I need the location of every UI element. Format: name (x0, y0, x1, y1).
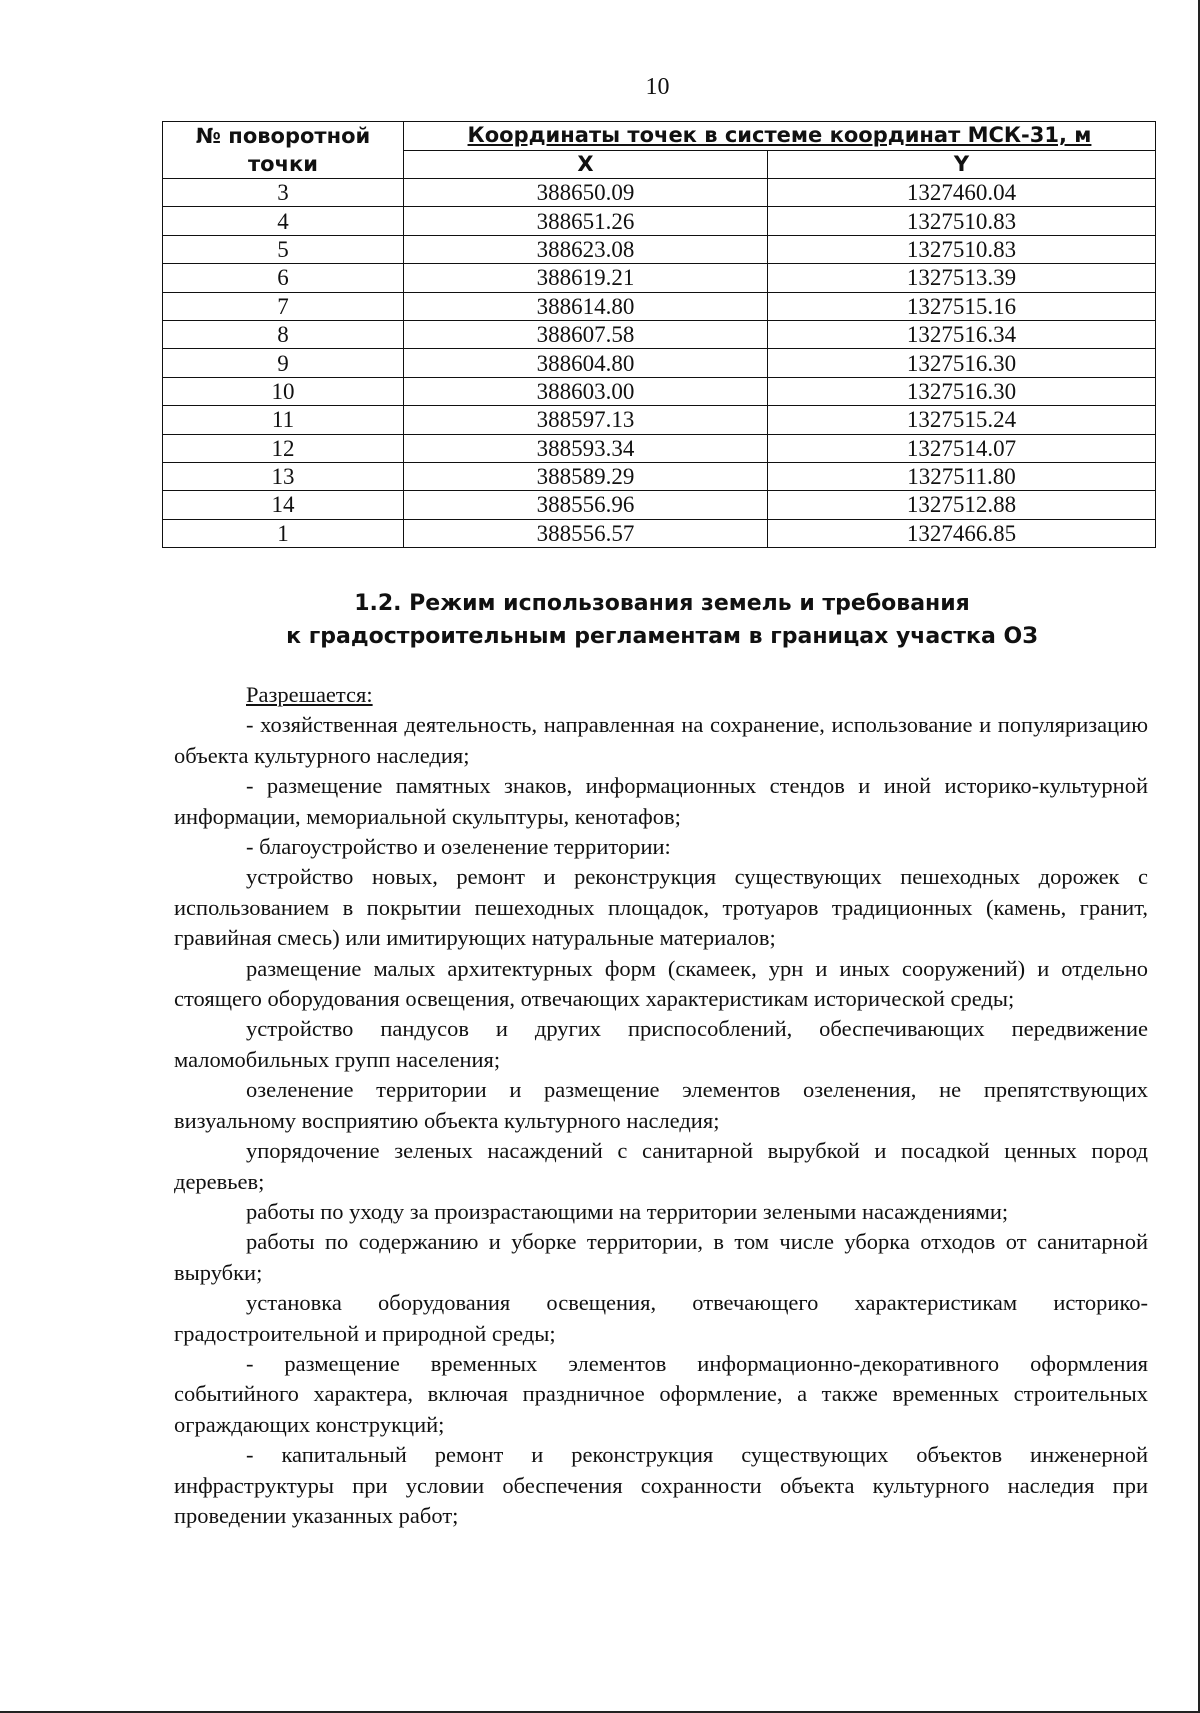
allowed-label: Разрешается: (246, 682, 373, 707)
table-cell-point: 10 (163, 377, 404, 405)
body-text (174, 680, 1148, 1531)
table-cell-x: 388651.26 (404, 207, 768, 235)
paragraph: - размещение памятных знаков, информационных стендов и иной историко-культурной информации, мемориальной скульптуры, кенотафов; (174, 773, 1148, 829)
table-cell-y: 1327510.83 (768, 235, 1156, 263)
table-cell-x: 388593.34 (404, 434, 768, 462)
table-cell-y: 1327512.88 (768, 491, 1156, 519)
paragraph: размещение малых архитектурных форм (скамеек, урн и иных сооружений) и отдельно стоящего оборудования освещения, отвечающих характеристикам исторической среды; (174, 955, 1148, 1012)
table-cell-y: 1327513.39 (768, 264, 1156, 292)
paragraph: работы по уходу за произрастающими на территории зелеными насаждениями; (246, 1198, 1009, 1224)
table-cell-point: 14 (163, 491, 404, 519)
table-cell-y: 1327515.16 (768, 292, 1156, 320)
paragraph: - хозяйственная деятельность, направленная на сохранение, использование и популяризацию объекта культурного наследия; (174, 712, 1148, 768)
paragraph: устройство новых, ремонт и реконструкция существующих пешеходных дорожек с использованием в покрытии пешеходных площадок, тротуаров традиционных (камень, гранит, гравийная смесь) или имитирующих натуральные материалов; (174, 864, 1148, 951)
paragraph-list (174, 710, 1148, 1531)
paragraph: упорядочение зеленых насаждений с санитарной вырубкой и посадкой ценных пород деревьев; (174, 1138, 1148, 1194)
x-header: X (404, 150, 768, 179)
table-row (163, 519, 1156, 547)
y-header: Y (768, 150, 1156, 179)
table-cell-x: 388607.58 (404, 320, 768, 348)
paragraph: устройство пандусов и других приспособлений, обеспечивающих передвижение маломобильных групп населения; (174, 1016, 1148, 1072)
table-row (163, 179, 1156, 207)
table-cell-x: 388597.13 (404, 406, 768, 434)
table-row (163, 235, 1156, 263)
section-title-line-1: 1.2. Режим использования земель и требования (354, 591, 970, 616)
table-cell-x: 388623.08 (404, 235, 768, 263)
table-cell-point: 1 (163, 519, 404, 547)
table-cell-point: 3 (163, 179, 404, 207)
table-row (163, 377, 1156, 405)
section-title-line-2: к градостроительным регламентам в границах участка ОЗ (286, 624, 1038, 649)
table-row (163, 434, 1156, 462)
table-cell-x: 388619.21 (404, 264, 768, 292)
table-cell-x: 388556.57 (404, 519, 768, 547)
paragraph: - размещение временных элементов информационно-декоративного оформления событийного характера, включая праздничное оформление, а также временных строительных ограждающих конструкций; (174, 1350, 1148, 1437)
table-cell-point: 13 (163, 462, 404, 490)
table-cell-y: 1327516.30 (768, 349, 1156, 377)
table-row (163, 207, 1156, 235)
table-cell-point: 4 (163, 207, 404, 235)
point-number-header: № поворотной точки (163, 122, 404, 179)
table-cell-y: 1327511.80 (768, 462, 1156, 490)
table-cell-y: 1327466.85 (768, 519, 1156, 547)
table-cell-x: 388650.09 (404, 179, 768, 207)
table-cell-y: 1327516.30 (768, 377, 1156, 405)
table-row (163, 406, 1156, 434)
table-cell-x: 388603.00 (404, 377, 768, 405)
table-row (163, 491, 1156, 519)
paragraph: озеленение территории и размещение элементов озеленения, не препятствующих визуальному восприятию объекта культурного наследия; (174, 1077, 1148, 1133)
coordinates-table-body (163, 179, 1156, 548)
table-row (163, 264, 1156, 292)
paragraph: - капитальный ремонт и реконструкция существующих объектов инженерной инфраструктуры при условии обеспечения сохранности объекта культурного наследия при проведении указанных работ; (174, 1442, 1148, 1528)
table-row (163, 292, 1156, 320)
table-cell-point: 11 (163, 406, 404, 434)
table-cell-y: 1327515.24 (768, 406, 1156, 434)
section-title (162, 587, 1162, 653)
table-cell-point: 8 (163, 320, 404, 348)
table-cell-y: 1327516.34 (768, 320, 1156, 348)
table-cell-y: 1327514.07 (768, 434, 1156, 462)
table-cell-x: 388604.80 (404, 349, 768, 377)
table-cell-x: 388556.96 (404, 491, 768, 519)
coordinates-table (162, 121, 1156, 548)
table-cell-point: 12 (163, 434, 404, 462)
table-cell-point: 7 (163, 292, 404, 320)
table-cell-point: 5 (163, 235, 404, 263)
paragraph: установка оборудования освещения, отвечающего характеристикам историко-градостроительной и природной среды; (174, 1290, 1148, 1346)
table-row (163, 349, 1156, 377)
paragraph: - благоустройство и озеленение территории: (246, 834, 671, 860)
paragraph: работы по содержанию и уборке территории, в том числе уборка отходов от санитарной вырубки; (174, 1229, 1148, 1285)
table-cell-x: 388589.29 (404, 462, 768, 490)
table-cell-point: 6 (163, 264, 404, 292)
table-row (163, 462, 1156, 490)
page-number: 10 (645, 74, 670, 100)
table-row (163, 320, 1156, 348)
coordinates-header: Координаты точек в системе координат МСК-31, м (404, 122, 1156, 151)
table-cell-y: 1327510.83 (768, 207, 1156, 235)
table-cell-point: 9 (163, 349, 404, 377)
table-cell-x: 388614.80 (404, 292, 768, 320)
table-cell-y: 1327460.04 (768, 179, 1156, 207)
